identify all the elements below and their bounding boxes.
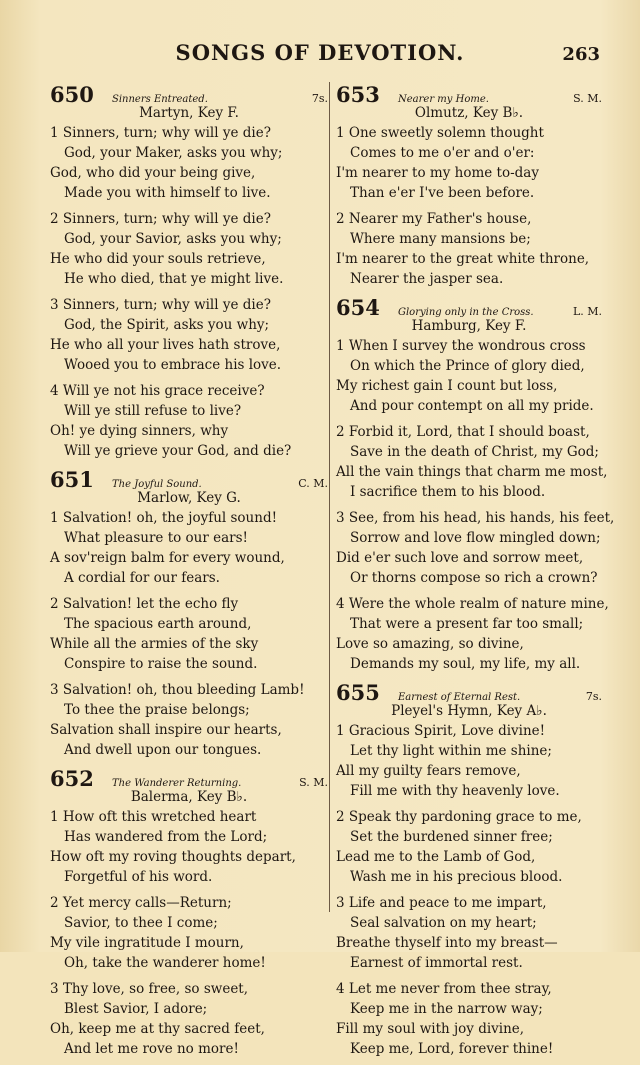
- verse-line: A sov'reign balm for every wound,: [50, 550, 285, 566]
- hymn-653: [336, 82, 602, 289]
- verse-line: That were a present far too small;: [350, 616, 584, 632]
- hymn-number: 655: [336, 680, 380, 705]
- verse-line: 2 Speak thy pardoning grace to me,: [336, 809, 582, 825]
- hymn-tune: Hamburg, Key F.: [411, 318, 527, 334]
- hymn-title: Glorying only in the Cross.: [398, 307, 534, 318]
- verse-line: Wooed you to embrace his love.: [64, 357, 282, 373]
- hymn-652: [50, 766, 328, 1059]
- verse-line: Seal salvation on my heart;: [350, 915, 537, 931]
- verse-line: I'm nearer to the great white throne,: [336, 251, 590, 267]
- verse-line: He who died, that ye might live.: [64, 271, 284, 287]
- page-number: 263: [562, 44, 600, 65]
- verse-line: Will ye grieve your God, and die?: [64, 443, 292, 459]
- verse-line: On which the Prince of glory died,: [350, 358, 585, 374]
- verse-line: 4 Will ye not his grace receive?: [50, 383, 265, 399]
- verse-line: Set the burdened sinner free;: [350, 829, 553, 845]
- hymn-meter: L. M.: [572, 305, 602, 318]
- verse-line: Or thorns compose so rich a crown?: [350, 570, 598, 586]
- stanza: [336, 721, 602, 801]
- verse-line: 1 One sweetly solemn thought: [336, 125, 544, 141]
- verse-line: Save in the death of Christ, my God;: [350, 444, 599, 460]
- verse-line: And let me rove no more!: [64, 1041, 239, 1057]
- verse-line: 2 Sinners, turn; why will ye die?: [50, 211, 271, 227]
- hymn-meter: S. M.: [573, 92, 602, 105]
- verse-line: I sacrifice them to his blood.: [350, 484, 546, 500]
- column-divider: [329, 82, 330, 912]
- verse-line: Where many mansions be;: [350, 231, 531, 247]
- hymn-header: [50, 766, 328, 791]
- verse-line: 2 Forbid it, Lord, that I should boast,: [336, 424, 590, 440]
- hymn-number: 650: [50, 82, 94, 107]
- verse-line: My richest gain I count but loss,: [336, 378, 558, 394]
- stanza: [50, 508, 328, 588]
- hymn-tune: Pleyel's Hymn, Key A♭.: [391, 703, 547, 719]
- verse-line: Nearer the jasper sea.: [350, 271, 504, 287]
- stanza: [50, 381, 328, 461]
- stanza: [336, 979, 602, 1059]
- verse-line: 2 Salvation! let the echo fly: [50, 596, 239, 612]
- verse-line: Let thy light within me shine;: [350, 743, 552, 759]
- stanza: [336, 508, 615, 588]
- verse-line: Breathe thyself into my breast—: [336, 935, 558, 951]
- verse-line: 3 See, from his head, his hands, his feet,: [336, 510, 615, 526]
- verse-line: Did e'er such love and sorrow meet,: [336, 550, 584, 566]
- stanza: [336, 209, 602, 289]
- verse-line: 3 Thy love, so free, so sweet,: [50, 981, 249, 997]
- hymn-header: [336, 295, 602, 320]
- verse-line: Earnest of immortal rest.: [350, 955, 523, 971]
- verse-line: Wash me in his precious blood.: [350, 869, 563, 885]
- verse-line: The spacious earth around,: [64, 616, 252, 632]
- running-title: SONGS OF DEVOTION.: [175, 40, 465, 65]
- verse-line: While all the armies of the sky: [50, 636, 259, 652]
- verse-line: How oft my roving thoughts depart,: [50, 849, 296, 865]
- verse-line: Forgetful of his word.: [64, 869, 213, 885]
- verse-line: I'm nearer to my home to-day: [336, 165, 539, 181]
- verse-line: Lead me to the Lamb of God,: [336, 849, 536, 865]
- verse-line: Than e'er I've been before.: [350, 185, 535, 201]
- verse-line: God, your Maker, asks you why;: [64, 145, 283, 161]
- verse-line: 2 Nearer my Father's house,: [336, 211, 532, 227]
- verse-line: Salvation shall inspire our hearts,: [50, 722, 282, 738]
- stanza: [50, 893, 328, 973]
- stanza: [336, 422, 608, 502]
- hymn-meter: 7s.: [585, 690, 602, 703]
- hymn-meter: S. M.: [299, 776, 328, 789]
- stanza: [336, 594, 609, 674]
- right-column: [336, 82, 615, 1065]
- stanza: [50, 807, 328, 887]
- hymn-number: 652: [50, 766, 94, 791]
- verse-line: He who all your lives hath strove,: [50, 337, 281, 353]
- hymn-title: The Wanderer Returning.: [112, 778, 242, 789]
- verse-line: Will ye still refuse to live?: [64, 403, 242, 419]
- verse-line: 2 Yet mercy calls—Return;: [50, 895, 232, 911]
- verse-line: Demands my soul, my life, my all.: [350, 656, 581, 672]
- verse-line: God, your Savior, asks you why;: [64, 231, 282, 247]
- stanza: [50, 979, 328, 1059]
- hymn-number: 651: [50, 467, 94, 492]
- hymn-654: [336, 295, 615, 674]
- hymn-651: [50, 467, 328, 760]
- stanza: [336, 807, 602, 887]
- verse-line: And dwell upon our tongues.: [64, 742, 262, 758]
- hymn-meter: 7s.: [311, 92, 328, 105]
- hymn-header: [336, 680, 602, 705]
- verse-line: All my guilty fears remove,: [336, 763, 521, 779]
- stanza: [50, 209, 328, 289]
- stanza: [336, 893, 602, 973]
- stanza: [50, 123, 328, 203]
- hymn-title: Nearer my Home.: [398, 94, 489, 105]
- stanza: [336, 336, 602, 416]
- verse-line: 1 Sinners, turn; why will ye die?: [50, 125, 271, 141]
- hymn-tune: Balerma, Key B♭.: [130, 789, 248, 805]
- hymn-655: [336, 680, 602, 1059]
- verse-line: Love so amazing, so divine,: [336, 636, 524, 652]
- verse-line: To thee the praise belongs;: [64, 702, 250, 718]
- verse-line: Blest Savior, I adore;: [64, 1001, 208, 1017]
- verse-line: Fill my soul with joy divine,: [336, 1021, 525, 1037]
- hymn-tune: Marlow, Key G.: [137, 490, 241, 506]
- hymn-header: [336, 82, 602, 107]
- verse-line: Keep me, Lord, forever thine!: [350, 1041, 554, 1057]
- verse-line: Conspire to raise the sound.: [64, 656, 258, 672]
- verse-line: 3 Life and peace to me impart,: [336, 895, 547, 911]
- verse-line: 3 Salvation! oh, thou bleeding Lamb!: [50, 682, 305, 698]
- hymn-tune: Martyn, Key F.: [139, 105, 239, 121]
- verse-line: A cordial for our fears.: [64, 570, 220, 586]
- stanza: [336, 123, 602, 203]
- hymn-meter: C. M.: [298, 477, 328, 490]
- hymn-header: [50, 467, 328, 492]
- hymn-tune: Olmutz, Key B♭.: [414, 105, 524, 121]
- verse-line: Oh, keep me at thy sacred feet,: [50, 1021, 265, 1037]
- verse-line: Made you with himself to live.: [64, 185, 271, 201]
- left-column: [50, 82, 328, 1065]
- verse-line: My vile ingratitude I mourn,: [50, 935, 244, 951]
- verse-line: 1 When I survey the wondrous cross: [336, 338, 586, 354]
- hymn-title: Sinners Entreated.: [112, 94, 208, 105]
- verse-line: Fill me with thy heavenly love.: [350, 783, 560, 799]
- hymn-title: The Joyful Sound.: [112, 479, 202, 490]
- stanza: [50, 295, 328, 375]
- verse-line: Comes to me o'er and o'er:: [350, 145, 535, 161]
- verse-line: And pour contempt on all my pride.: [350, 398, 594, 414]
- verse-line: Oh, take the wanderer home!: [64, 955, 266, 971]
- verse-line: God, who did your being give,: [50, 165, 256, 181]
- verse-line: He who did your souls retrieve,: [50, 251, 266, 267]
- hymn-number: 654: [336, 295, 380, 320]
- verse-line: 1 Salvation! oh, the joyful sound!: [50, 510, 278, 526]
- verse-line: Sorrow and love flow mingled down;: [350, 530, 601, 546]
- hymn-number: 653: [336, 82, 380, 107]
- hymn-title: Earnest of Eternal Rest.: [398, 692, 521, 703]
- verse-line: 4 Let me never from thee stray,: [336, 981, 552, 997]
- verse-line: 4 Were the whole realm of nature mine,: [336, 596, 609, 612]
- verse-line: What pleasure to our ears!: [64, 530, 248, 546]
- stanza: [50, 594, 328, 674]
- verse-line: 1 How oft this wretched heart: [50, 809, 257, 825]
- verse-line: 3 Sinners, turn; why will ye die?: [50, 297, 271, 313]
- verse-line: Has wandered from the Lord;: [64, 829, 268, 845]
- hymn-650: [50, 82, 328, 461]
- verse-line: 1 Gracious Spirit, Love divine!: [336, 723, 546, 739]
- verse-line: God, the Spirit, asks you why;: [64, 317, 270, 333]
- stanza: [50, 680, 328, 760]
- hymn-header: [50, 82, 328, 107]
- verse-line: All the vain things that charm me most,: [336, 464, 608, 480]
- verse-line: Savior, to thee I come;: [64, 915, 218, 931]
- verse-line: Keep me in the narrow way;: [350, 1001, 543, 1017]
- verse-line: Oh! ye dying sinners, why: [50, 423, 229, 439]
